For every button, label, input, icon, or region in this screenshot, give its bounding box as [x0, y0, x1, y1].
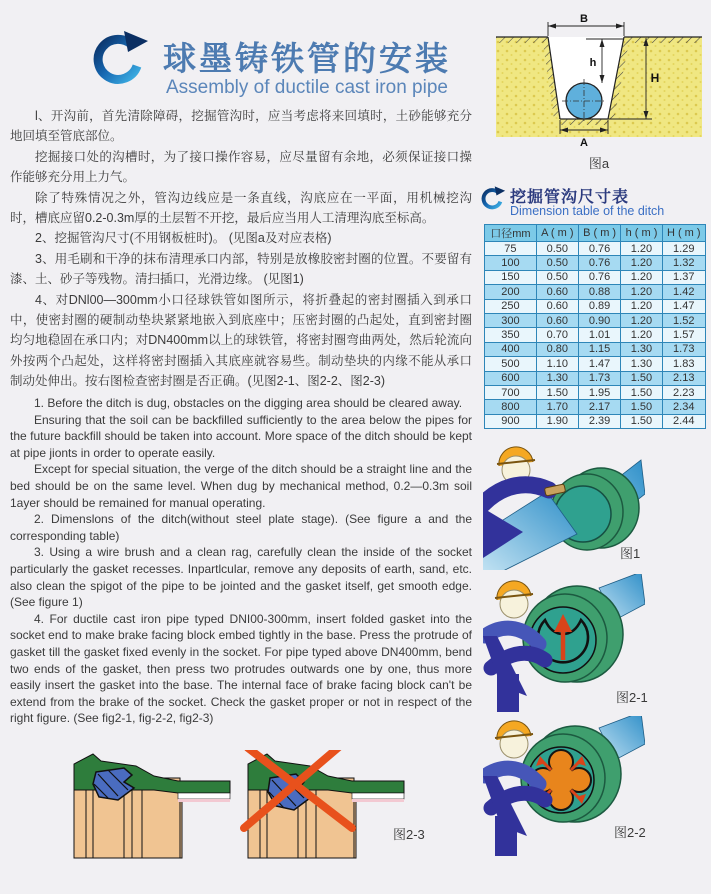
- column-header: h ( m ): [621, 225, 662, 242]
- table-cell: 500: [485, 357, 537, 371]
- table-row: [485, 414, 706, 428]
- table-row: [485, 357, 706, 371]
- table-cell: 1.52: [662, 313, 705, 327]
- table-row: [485, 285, 706, 299]
- table-row: [485, 299, 706, 313]
- paragraph: 1. Before the ditch is dug, obstacles on the digging area should be cleared away.: [34, 396, 463, 410]
- table-row: [485, 256, 706, 270]
- paragraph: 2、挖掘管沟尺寸(不用钢板桩时)。 (见图a及对应表格): [35, 231, 332, 246]
- table-title-block: [480, 184, 710, 222]
- table-cell: 1.30: [536, 371, 578, 385]
- table-cell: 1.50: [621, 385, 662, 399]
- table-cell: 900: [485, 414, 537, 428]
- table-cell: 1.32: [662, 256, 705, 270]
- table-cell: 400: [485, 342, 537, 356]
- table-cell: 700: [485, 385, 537, 399]
- paragraph: Except for special situation, the verge of the ditch should be a straight line and the bed should be on the same level. When dug by mechanical method, 0.2—0.3m soil 1ayer should be remained for manual operating.: [10, 462, 472, 510]
- table-cell: 1.47: [578, 357, 621, 371]
- table-cell: 1.50: [621, 371, 662, 385]
- table-cell: 0.70: [536, 328, 578, 342]
- table-cell: 250: [485, 299, 537, 313]
- table-cell: 1.90: [536, 414, 578, 428]
- table-header-row: [485, 225, 706, 242]
- table-cell: 1.20: [621, 242, 662, 256]
- table-cell: 1.20: [621, 270, 662, 284]
- dim-label-H: H: [650, 71, 660, 85]
- table-cell: 1.50: [536, 385, 578, 399]
- table-cell: 0.76: [578, 242, 621, 256]
- table-row: [485, 242, 706, 256]
- paragraph: 4. For ductile cast iron pipe typed DNI00-300mm, insert folded gasket into the socket end to make brake facing block embed tightly in the base. Press the protrude of gasket till the gasket fixed evenly in the socket. For pipe typed above DN400mm, bend two ends of the gasket, then press two protrudes outwards one by one, thus more easily insert the gasket into the base. The internal face of brake facing block can't be extend from the brake of the socket. Check the gasket proper or not in respect of the right figure. (See fig2-1, fig-2-2, fig2-3): [10, 611, 472, 726]
- table-cell: 0.50: [536, 256, 578, 270]
- table-cell: 1.73: [578, 371, 621, 385]
- paragraph: 除了特殊情况之外，管沟边线应是一条直线，沟底应在一平面，用机械挖沟时，槽底应留0.2-0.3m厚的土层暂不开挖，最后应当用人工清理沟底至标高。: [10, 190, 472, 226]
- table-cell: 1.42: [662, 285, 705, 299]
- table-cell: 2.44: [662, 414, 705, 428]
- column-header: 口径mm: [485, 225, 537, 242]
- table-row: [485, 328, 706, 342]
- table-cell: 800: [485, 400, 537, 414]
- table-cell: 75: [485, 242, 537, 256]
- table-row: [485, 270, 706, 284]
- page-title: 球墨铸铁管的安装: [163, 42, 451, 78]
- paragraph: 4、对DNl00—300mm小口径球铁管如图所示，将折叠起的密封圈插入到承口中，使密封圈的硬制动垫块紧紧地嵌入到底座中；压密封圈的凸起处，直到密封圈均匀地稳固在承口内；对DN400mm以上的球铁管，将密封圈弯曲两处，然后轮流向外按两个凸起处，这样将密封圈插入其底座就容易些。制动垫块的内缘不能从承口制动处伸出。按右图检查密封圈是否正确。(见图2-1、图2-2、图2-3): [10, 292, 472, 389]
- table-cell: 0.60: [536, 299, 578, 313]
- paragraph: Ensuring that the soil can be backfilled sufficiently to the area below the pipes for the future backfill should be taken into account. More space of the ditch should be kept at pipe jionts in order to operate easily.: [10, 412, 472, 460]
- table-cell: 0.76: [578, 256, 621, 270]
- table-cell: 2.23: [662, 385, 705, 399]
- paragraph: 3、用毛刷和干净的抹布清理承口内部，特别是放橡胶密封圈的位置。不要留有漆、土、砂子等残物。清扫插口，光滑边缘。 (见图1): [10, 251, 472, 287]
- table-cell: 300: [485, 313, 537, 327]
- table-cell: 0.80: [536, 342, 578, 356]
- page-subtitle: Assembly of ductile cast iron pipe: [166, 77, 448, 98]
- column-header: H ( m ): [662, 225, 705, 242]
- table-cell: 150: [485, 270, 537, 284]
- figure-2-2-caption: 图2-2: [614, 825, 646, 840]
- table-cell: 1.57: [662, 328, 705, 342]
- table-cell: 0.50: [536, 270, 578, 284]
- table-cell: 1.83: [662, 357, 705, 371]
- table-cell: 1.95: [578, 385, 621, 399]
- table-row: [485, 385, 706, 399]
- table-cell: 1.30: [621, 342, 662, 356]
- table-cell: 0.76: [578, 270, 621, 284]
- table-cell: 2.39: [578, 414, 621, 428]
- table-cell: 1.29: [662, 242, 705, 256]
- figure-2-1-caption: 图2-1: [616, 690, 648, 705]
- table-title-cn: 挖掘管沟尺寸表: [510, 189, 630, 206]
- ditch-cross-section-figure: [496, 12, 702, 152]
- paragraph: 2. Dimenslons of the ditch(without steel plate stage). (See figure a and the corresponding table): [10, 512, 472, 543]
- worker-leg: [497, 674, 519, 712]
- table-cell: 0.90: [578, 313, 621, 327]
- table-cell: 1.50: [621, 414, 662, 428]
- figure-a-caption: 图a: [588, 156, 610, 171]
- brand-circular-arrow-icon: [90, 30, 150, 90]
- table-cell: 1.15: [578, 342, 621, 356]
- table-cell: 2.34: [662, 400, 705, 414]
- table-row: [485, 313, 706, 327]
- table-cell: 1.50: [621, 400, 662, 414]
- table-cell: 0.60: [536, 313, 578, 327]
- table-cell: 0.88: [578, 285, 621, 299]
- dim-label-h: h: [589, 57, 597, 69]
- column-header: B ( m ): [578, 225, 621, 242]
- table-cell: 1.10: [536, 357, 578, 371]
- paragraph: 挖掘接口处的沟槽时，为了接口操作容易，应尽量留有余地，必须保证接口操作能够充分用上力气。: [10, 149, 472, 185]
- table-cell: 1.30: [621, 357, 662, 371]
- table-cell: 1.47: [662, 299, 705, 313]
- table-cell: 2.13: [662, 371, 705, 385]
- table-cell: 1.70: [536, 400, 578, 414]
- table-cell: 1.01: [578, 328, 621, 342]
- dim-label-B: B: [580, 13, 588, 25]
- table-cell: 1.20: [621, 285, 662, 299]
- table-cell: 0.60: [536, 285, 578, 299]
- table-cell: 1.20: [621, 299, 662, 313]
- dim-label-A: A: [580, 137, 588, 149]
- figure-2-3-correct-section: [66, 750, 234, 860]
- table-row: [485, 371, 706, 385]
- figure-1-caption: 图1: [620, 546, 641, 561]
- column-header: A ( m ): [536, 225, 578, 242]
- figure-2-3-caption: 图2-3: [393, 827, 425, 842]
- table-cell: 1.73: [662, 342, 705, 356]
- table-cell: 0.50: [536, 242, 578, 256]
- table-cell: 600: [485, 371, 537, 385]
- table-cell: 1.20: [621, 313, 662, 327]
- table-title-en: Dimension table of the ditch: [510, 204, 665, 218]
- table-row: [485, 342, 706, 356]
- paragraph: 3. Using a wire brush and a clean rag, carefully clean the inside of the socket particularly the gasket recesses. Inpartlcular, remove any deposits of earth, sand, etc. also clean the spigot of the pipe to be jointed and the gasket itself, get smooth edge. (See figure 1): [10, 545, 472, 610]
- worker-leg: [495, 816, 517, 856]
- table-row: [485, 400, 706, 414]
- table-cell: 100: [485, 256, 537, 270]
- table-cell: 350: [485, 328, 537, 342]
- ditch-table-body: [485, 242, 706, 429]
- figure-2-3-wrong-section: [240, 750, 408, 860]
- paragraph: l、开沟前，首先清除障碍，挖掘管沟时，应当考虑将来回填时，土砂能够充分地回填至管底部位。: [10, 109, 472, 144]
- table-cell: 2.17: [578, 400, 621, 414]
- english-instructions: [10, 395, 472, 727]
- table-cell: 0.89: [578, 299, 621, 313]
- ditch-dimension-table: [484, 224, 706, 429]
- table-circular-arrow-icon: [480, 186, 506, 212]
- table-cell: 1.20: [621, 256, 662, 270]
- table-cell: 1.37: [662, 270, 705, 284]
- table-cell: 200: [485, 285, 537, 299]
- chinese-instructions: [10, 106, 472, 392]
- table-cell: 1.20: [621, 328, 662, 342]
